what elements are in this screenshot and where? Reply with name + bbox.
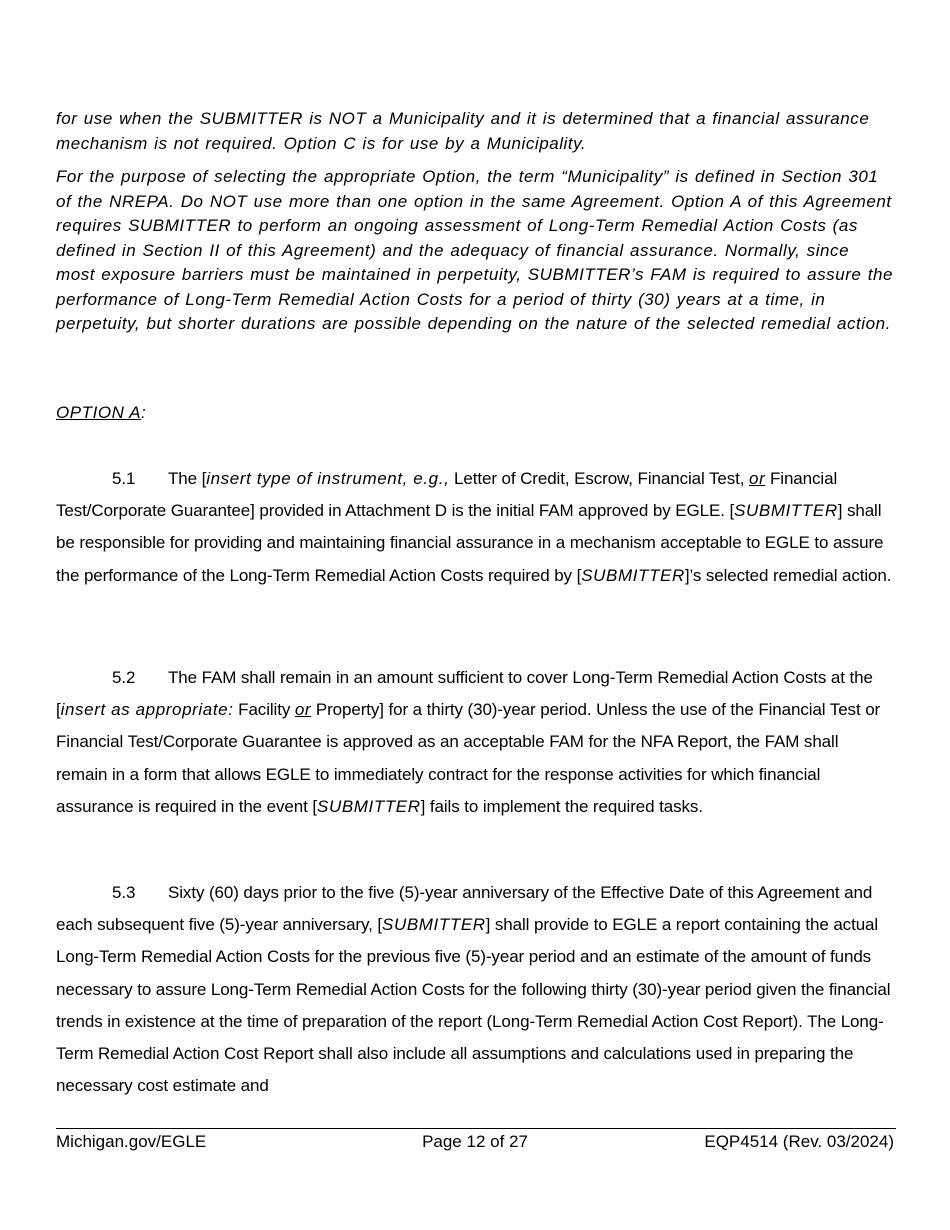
text-run: The FAM shall remain in an amount sufficient to cover Long-Term Remedial Action Costs at the [	[56, 668, 873, 720]
option-suffix: :	[141, 403, 147, 422]
text-run: Letter of Credit, Escrow, Financial Test,	[449, 469, 750, 488]
italic-run: SUBMITTER	[581, 565, 685, 585]
section-number: 5.1	[112, 469, 136, 488]
section-5-2	[56, 662, 894, 823]
text-run: Sixty (60) days prior to the five (5)-year anniversary of the Effective Date of this Agreement and each subsequent five (5)-year anniversary, [	[56, 883, 873, 935]
section-number: 5.2	[112, 668, 136, 687]
italic-run: insert type of instrument, e.g.,	[206, 469, 450, 488]
italic-run: insert as appropriate:	[60, 700, 234, 720]
section-5-3	[56, 877, 896, 1102]
text-run: ] shall be responsible for providing and maintaining financial assurance in a mechanism acceptable to EGLE to assure the performance of the Long-Term Remedial Action Costs required by [	[56, 501, 884, 585]
text-run: Facility	[233, 700, 295, 720]
italic-run: SUBMITTER	[317, 796, 421, 816]
footer-form-number: EQP4514 (Rev. 03/2024)	[704, 1132, 894, 1151]
section-5-1	[56, 463, 894, 592]
option-label: OPTION A	[56, 403, 142, 422]
text-run: ]’s selected remedial action.	[684, 565, 892, 585]
text-run: Property] for a thirty (30)-year period. Unless the use of the Financial Test or Financial Test/Corporate Guarantee is approved as an acceptable FAM for the NFA Report, the FAM shall remain in a form that allows EGLE to immediately contract for the response activities for which financial assurance is required in the event [	[56, 700, 881, 816]
text-run: ] shall provide to EGLE a report containing the actual Long-Term Remedial Action Costs for the previous five (5)-year period and an estimate of the amount of funds necessary to assure Long-Term Remedial Action Costs for the following thirty (30)-year period given the financial trends in existence at the time of preparation of the report (Long-Term Remedial Action Cost Report). The Long-Term Remedial Action Cost Report shall also include all assumptions and calculations used in preparing the necessary cost estimate and	[56, 915, 891, 1096]
text-run: Financial Test/Corporate Guarantee] provided in Attachment D is the initial FAM approved by EGLE. [	[56, 469, 838, 521]
text-run: The [	[168, 469, 207, 488]
underlined-run: or	[294, 700, 312, 720]
intro-paragraph-1: for use when the SUBMITTER is NOT a Municipality and it is determined that a financial assurance mechanism is not required. Option C is for use by a Municipality.	[56, 109, 870, 153]
intro-paragraph-2: For the purpose of selecting the appropriate Option, the term “Municipality” is defined in Section 301 of the NREPA. Do NOT use more than one option in the same Agreement. Option A of this Agreement requires SUBMITTER to perform an ongoing assessment of Long-Term Remedial Action Costs (as defined in Section II of this Agreement) and the adequacy of financial assurance. Normally, since most exposure barriers must be maintained in perpetuity, SUBMITTER’s FAM is required to assure the performance of Long-Term Remedial Action Costs for a period of thirty (30) years at a time, in perpetuity, but shorter durations are possible depending on the nature of the selected remedial action.	[56, 167, 893, 333]
footer-website: Michigan.gov/EGLE	[56, 1132, 207, 1151]
footer-page-number: Page 12 of 27	[422, 1132, 528, 1151]
text-run: ] fails to implement the required tasks.	[420, 796, 703, 816]
option-heading	[56, 403, 146, 423]
underlined-run: or	[749, 469, 766, 488]
section-number: 5.3	[112, 883, 136, 902]
italic-run: SUBMITTER	[734, 501, 838, 521]
page-footer	[56, 1129, 894, 1155]
italic-run: SUBMITTER	[382, 915, 486, 935]
